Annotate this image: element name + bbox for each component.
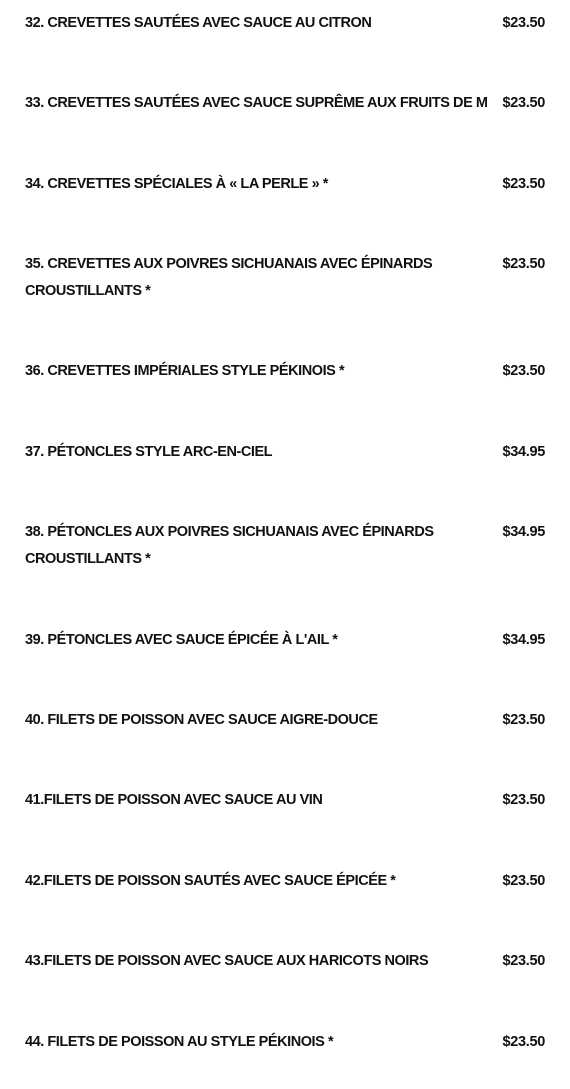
item-price: $23.50 <box>502 787 545 814</box>
item-price: $34.95 <box>502 627 545 654</box>
item-price: $23.50 <box>502 10 545 37</box>
item-name: 39. PÉTONCLES AVEC SAUCE ÉPICÉE À L'AIL * <box>25 632 338 648</box>
item-name: 42.FILETS DE POISSON SAUTÉS AVEC SAUCE ÉPICÉE * <box>25 873 396 889</box>
item-price: $23.50 <box>502 868 545 895</box>
item-price: $34.95 <box>502 519 545 546</box>
item-name: 41.FILETS DE POISSON AVEC SAUCE AU VIN <box>25 792 323 808</box>
menu-item-33 <box>25 90 545 150</box>
item-price: $23.50 <box>502 358 545 385</box>
item-name: 37. PÉTONCLES STYLE ARC-EN-CIEL <box>25 444 273 460</box>
menu-item-34 <box>25 171 545 231</box>
item-price: $34.95 <box>502 439 545 466</box>
menu-item-37 <box>25 439 545 499</box>
item-price: $23.50 <box>502 1029 545 1056</box>
menu-item-41 <box>25 787 545 847</box>
menu-item-35 <box>25 251 545 311</box>
item-price: $23.50 <box>502 948 545 975</box>
menu-item-42 <box>25 868 545 928</box>
item-price: $23.50 <box>502 171 545 198</box>
item-name: 36. CREVETTES IMPÉRIALES STYLE PÉKINOIS * <box>25 363 345 379</box>
menu-item-32 <box>25 10 545 70</box>
menu-item-44 <box>25 1029 545 1089</box>
item-name: 33. CREVETTES SAUTÉES AVEC SAUCE SUPRÊME AUX FRUITS DE M <box>25 95 488 111</box>
item-price: $23.50 <box>502 251 545 278</box>
item-price: $23.50 <box>502 707 545 734</box>
menu-item-43 <box>25 948 545 1008</box>
item-price: $23.50 <box>502 90 545 117</box>
item-name: 40. FILETS DE POISSON AVEC SAUCE AIGRE-DOUCE <box>25 712 378 728</box>
menu-item-39 <box>25 627 545 687</box>
menu-item-40 <box>25 707 545 767</box>
menu-item-38 <box>25 519 545 579</box>
item-name: 35. CREVETTES AUX POIVRES SICHUANAIS AVEC ÉPINARDS CROUSTILLANTS * <box>25 256 433 299</box>
item-name: 32. CREVETTES SAUTÉES AVEC SAUCE AU CITRON <box>25 15 372 31</box>
item-name: 34. CREVETTES SPÉCIALES À « LA PERLE » * <box>25 176 328 192</box>
item-name: 43.FILETS DE POISSON AVEC SAUCE AUX HARICOTS NOIRS <box>25 953 429 969</box>
menu-item-36 <box>25 358 545 418</box>
item-name: 38. PÉTONCLES AUX POIVRES SICHUANAIS AVEC ÉPINARDS CROUSTILLANTS * <box>25 524 434 567</box>
item-name: 44. FILETS DE POISSON AU STYLE PÉKINOIS * <box>25 1034 334 1050</box>
